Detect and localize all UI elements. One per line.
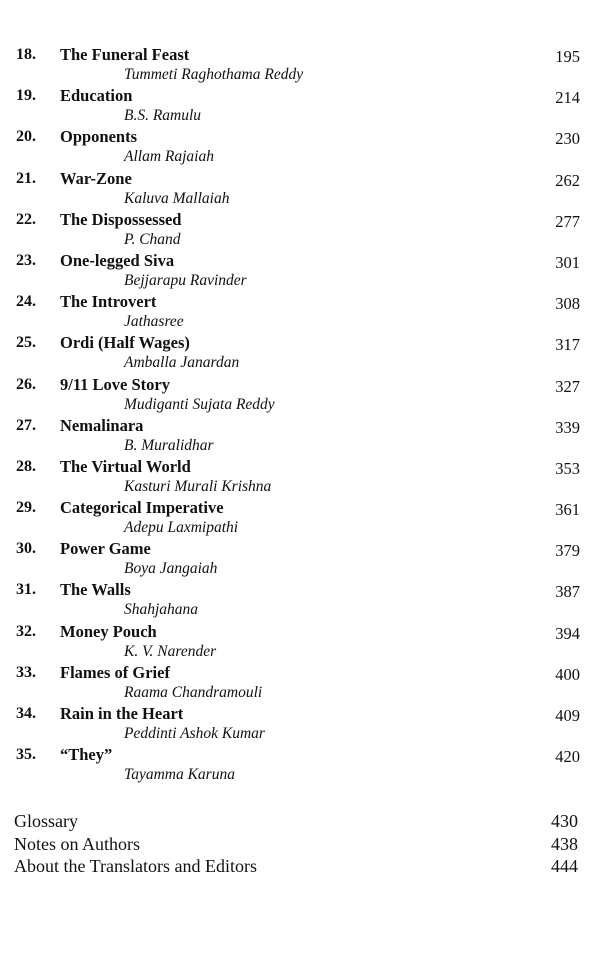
chapter-title: The Walls: [60, 580, 131, 600]
chapter-title: One-legged Siva: [60, 250, 175, 270]
page-number: 420: [555, 747, 580, 767]
page-number: 195: [555, 47, 580, 66]
page-number: 277: [555, 211, 580, 231]
toc-entry[interactable]: [0, 126, 600, 167]
page-number: 444: [551, 856, 578, 876]
chapter-number: 23.: [16, 251, 36, 269]
chapter-title: The Dispossessed: [60, 209, 182, 229]
chapter-author: B.S. Ramulu: [124, 107, 202, 125]
chapter-title: Nemalinara: [60, 415, 144, 435]
page-number: 308: [555, 294, 580, 314]
back-matter-entry[interactable]: [0, 810, 600, 833]
chapter-number: 35.: [16, 746, 36, 764]
chapter-author: Mudiganti Sujata Reddy: [124, 395, 275, 413]
chapter-number: 25.: [16, 334, 36, 352]
chapter-number: 26.: [16, 375, 36, 393]
page-number: 379: [555, 541, 580, 561]
chapter-number: 30.: [16, 540, 36, 558]
chapter-author: Tummeti Raghothama Reddy: [124, 66, 304, 83]
page-number: 301: [555, 252, 580, 272]
toc-entry[interactable]: [0, 209, 600, 250]
chapter-title: The Introvert: [60, 292, 157, 312]
chapter-author: Shahjahana: [124, 601, 199, 619]
chapter-author: Amballa Janardan: [124, 354, 240, 372]
chapter-number: 34.: [16, 705, 36, 722]
toc-entry[interactable]: [0, 332, 600, 373]
chapter-author: Tayamma Karuna: [124, 766, 235, 784]
chapter-author: Jathasree: [124, 313, 184, 331]
chapter-number: 27.: [16, 416, 36, 434]
chapter-title: Power Game: [60, 539, 151, 559]
back-matter-title: Notes on Authors: [14, 833, 140, 854]
page-number: 353: [555, 458, 580, 478]
page-number: 327: [555, 376, 580, 396]
chapter-number: 18.: [16, 46, 36, 63]
chapter-number: 19.: [16, 87, 36, 105]
back-matter-entry[interactable]: [0, 833, 600, 856]
toc-entry[interactable]: [0, 415, 600, 456]
page-number: 262: [555, 170, 580, 190]
back-matter-entry[interactable]: [0, 855, 600, 878]
chapter-title: 9/11 Love Story: [60, 374, 170, 394]
toc-entry[interactable]: [0, 374, 600, 415]
chapter-number: 29.: [16, 499, 36, 517]
chapter-author: Bejjarapu Ravinder: [124, 271, 247, 289]
chapter-author: Allam Rajaiah: [124, 148, 214, 166]
chapter-number: 24.: [16, 293, 36, 311]
chapter-author: Kaluva Mallaiah: [124, 189, 230, 207]
chapter-author: Adepu Laxmipathi: [124, 519, 239, 537]
chapter-title: Opponents: [60, 127, 138, 147]
toc-entry[interactable]: [0, 497, 600, 538]
chapter-title: Categorical Imperative: [60, 498, 224, 518]
chapter-number: 22.: [16, 210, 36, 228]
back-matter-title: Glossary: [14, 811, 78, 831]
toc-entry[interactable]: [0, 250, 600, 291]
toc-entry[interactable]: [0, 662, 600, 703]
page-number: 430: [551, 811, 578, 831]
chapter-number: 32.: [16, 622, 36, 640]
page-number: 214: [555, 88, 580, 108]
back-matter: [0, 810, 600, 878]
page-number: 394: [555, 623, 580, 643]
page-number: 230: [555, 129, 580, 149]
chapter-title: Rain in the Heart: [60, 704, 184, 723]
toc-entry[interactable]: [0, 744, 600, 785]
chapter-title: The Funeral Feast: [60, 45, 190, 64]
chapter-author: Boya Jangaiah: [124, 560, 218, 578]
toc-entry[interactable]: [0, 44, 600, 85]
toc-entry[interactable]: [0, 456, 600, 497]
toc-entry[interactable]: [0, 703, 600, 744]
table-of-contents: [0, 44, 600, 785]
chapter-number: 20.: [16, 128, 36, 146]
chapter-number: 28.: [16, 457, 36, 475]
toc-entry[interactable]: [0, 85, 600, 126]
chapter-title: War-Zone: [60, 168, 132, 188]
page-number: 317: [555, 335, 580, 355]
chapter-author: Kasturi Murali Krishna: [124, 477, 272, 495]
back-matter-title: About the Translators and Editors: [14, 856, 257, 876]
chapter-number: 33.: [16, 663, 36, 681]
toc-entry[interactable]: [0, 579, 600, 620]
page-number: 387: [555, 582, 580, 602]
chapter-title: Flames of Grief: [60, 662, 170, 682]
chapter-author: P. Chand: [124, 230, 181, 248]
chapter-author: Raama Chandramouli: [124, 683, 263, 701]
page-number: 339: [555, 417, 580, 437]
chapter-number: 31.: [16, 581, 36, 599]
toc-entry[interactable]: [0, 538, 600, 579]
page-number: 400: [555, 664, 580, 684]
chapter-author: Peddinti Ashok Kumar: [124, 725, 265, 742]
chapter-title: Money Pouch: [60, 621, 157, 641]
toc-entry[interactable]: [0, 168, 600, 209]
page-number: 438: [551, 833, 578, 854]
chapter-author: K. V. Narender: [124, 642, 217, 660]
chapter-number: 21.: [16, 169, 36, 187]
toc-entry[interactable]: [0, 621, 600, 662]
page-number: 361: [555, 500, 580, 520]
chapter-title: Education: [60, 86, 133, 106]
chapter-title: “They”: [60, 745, 113, 765]
page-number: 409: [555, 706, 580, 725]
chapter-title: Ordi (Half Wages): [60, 333, 190, 353]
toc-entry[interactable]: [0, 291, 600, 332]
chapter-author: B. Muralidhar: [124, 436, 214, 454]
chapter-title: The Virtual World: [60, 456, 191, 476]
